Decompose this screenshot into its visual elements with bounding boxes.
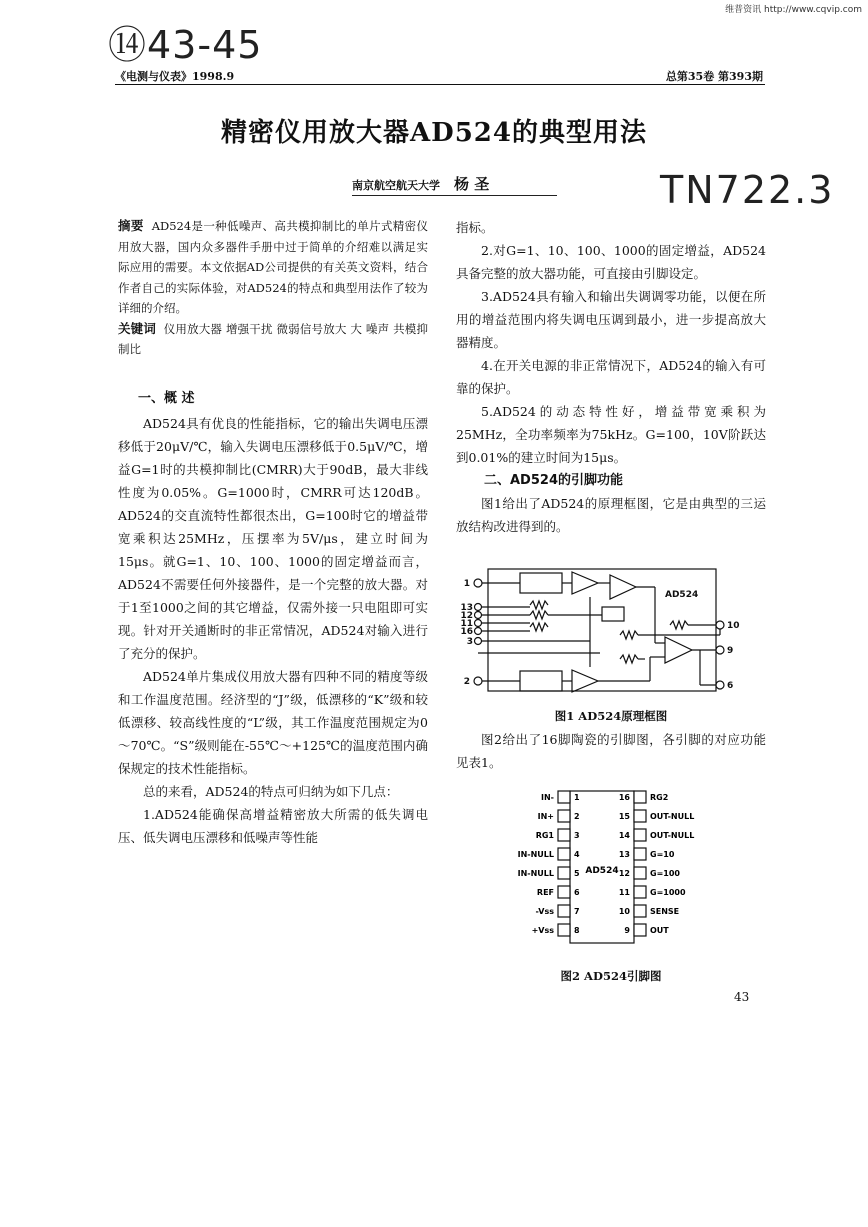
resistor	[620, 655, 638, 663]
pin-name: SENSE	[650, 907, 680, 916]
section-heading-2: 二、AD524的引脚功能	[484, 473, 623, 488]
journal-name: 《电测与仪表》1998.9	[115, 70, 235, 83]
pin-label: 3	[466, 637, 473, 647]
abstract-label: 摘要	[118, 218, 144, 233]
pin-box	[558, 924, 570, 936]
pin-name: OUT-NULL	[650, 812, 695, 821]
pin-11	[475, 620, 482, 627]
paragraph: AD524单片集成仪用放大器有四种不同的精度等级和工作温度范围。经济型的“J”级，低漂移的“K”级和较低漂移、较高线性度的“L”级，其工作温度范围规定为0～70℃。“S”级则能在-55℃～+125℃的温度范围内确保规定的技术性能指标。	[118, 668, 428, 776]
chip-label: AD524	[585, 866, 619, 876]
pin-12	[475, 612, 482, 619]
pin-number: 3	[574, 831, 580, 840]
figure-1-caption: 图1 AD524原理框图	[554, 709, 668, 723]
pin-number: 7	[574, 907, 580, 916]
author-underline	[352, 195, 557, 196]
page-number: 43	[734, 990, 750, 1004]
pin-name: G=1000	[650, 888, 686, 897]
pin-box	[634, 829, 646, 841]
pin-name: IN-NULL	[517, 850, 554, 859]
paper-title: 精密仪用放大器AD524的典型用法	[221, 118, 647, 148]
pin-6	[716, 681, 724, 689]
pin-box	[634, 905, 646, 917]
paragraph: 2.对G=1、10、100、1000的固定增益，AD524具备完整的放大器功能，可直接由引脚设定。	[456, 243, 766, 281]
pin-name: OUT-NULL	[650, 831, 695, 840]
pin-number: 14	[618, 831, 630, 840]
pin-label: 1	[463, 579, 470, 589]
header-rule	[115, 84, 765, 85]
pin-name: -Vss	[535, 907, 554, 916]
pin-label: 10	[727, 621, 740, 631]
author-affiliation: 南京航空航天大学	[352, 179, 440, 192]
pin-10	[716, 621, 724, 629]
watermark: 维普资讯 http://www.cqvip.com	[725, 5, 862, 15]
resistor	[530, 623, 548, 631]
pin-9	[716, 646, 724, 654]
pin-label: 9	[727, 646, 734, 656]
keywords	[118, 319, 428, 359]
paragraph: 5.AD524的动态特性好，增益带宽乘积为25MHz，全功率频率为75kHz。G=100，10V阶跃达到0.01%的建立时间为15μs。	[456, 404, 766, 465]
right-column-lower	[456, 728, 766, 774]
pin-box	[558, 810, 570, 822]
keywords-label: 关键词	[118, 320, 157, 336]
pin-16	[475, 628, 482, 635]
resistor	[530, 601, 548, 609]
opamp-a1	[572, 572, 598, 594]
paragraph: 总的来看，AD524的特点可归纳为如下几点：	[143, 783, 399, 799]
pin-box	[558, 905, 570, 917]
pin-number: 4	[574, 850, 580, 859]
pin-number: 11	[618, 888, 630, 897]
paragraph: 4.在开关电源的非正常情况下，AD524的输入有可靠的保护。	[456, 358, 766, 396]
pin-number: 2	[574, 812, 580, 821]
input-buffer-top	[520, 573, 562, 593]
abstract	[118, 216, 428, 319]
pin-box	[634, 848, 646, 860]
resistor	[620, 631, 638, 639]
pin-label: 6	[727, 681, 734, 691]
figure-2-caption: 图2 AD524引脚图	[560, 969, 662, 983]
pin-box	[634, 791, 646, 803]
pin-label: 12	[460, 611, 473, 621]
pin-name: RG2	[650, 793, 669, 802]
pin-name: RG1	[535, 831, 554, 840]
pin-name: IN-NULL	[517, 869, 554, 878]
pin-box	[558, 867, 570, 879]
opamp-output	[665, 637, 692, 663]
paragraph: AD524具有优良的性能指标，它的输出失调电压漂移低于20μV/℃，输入失调电压漂移低于0.5μV/℃，增益G=1时的共模抑制比(CMRR)大于90dB，最大非线性度为0.05%。G=1000时，CMRR可达120dB。AD524的交直流特性都很杰出，G=100时它的增益带宽乘积达25MHz，压摆率为5V/μs，建立时间为15μs。就G=1、10、100、1000的固定增益而言，AD524不需要任何外接器件，是一个完整的放大器。对于1至1000之间的其它增益，仅需外接一只电阻即可实现。针对开关通断时的非正常情况，AD524对输入进行了充分的保护。	[118, 415, 428, 661]
pin-name: G=100	[650, 869, 680, 878]
pin-box	[634, 810, 646, 822]
pin-label: 11	[460, 619, 473, 629]
pin-name: IN+	[537, 812, 554, 821]
pin-13	[475, 604, 482, 611]
pin-number: 12	[618, 869, 630, 878]
pin-box	[558, 848, 570, 860]
figure-2-pinout	[500, 785, 740, 950]
chip-label: AD524	[665, 590, 699, 600]
section-heading-1: 一、概 述	[138, 390, 195, 406]
resistor	[530, 611, 548, 619]
abstract-text: AD524是一种低噪声、高共模抑制比的单片式精密仪用放大器，国内众多器件手册中过于简单的介绍难以满足实际应用的需要。本文依据AD公司提供的有关英文资料，结合作者自己的实际体验，对AD524的特点和典型用法作了较为详细的介绍。	[118, 219, 428, 315]
pin-box	[634, 924, 646, 936]
pin-number: 5	[574, 869, 580, 878]
pin-number: 16	[618, 793, 630, 802]
pin-box	[634, 867, 646, 879]
left-column	[118, 216, 428, 849]
pin-number: 15	[618, 812, 630, 821]
pin-box	[634, 886, 646, 898]
opamp-a3	[610, 575, 636, 599]
handwritten-class-code: TN722.3	[660, 168, 835, 212]
opamp-a2	[572, 670, 598, 692]
pin-name: G=10	[650, 850, 675, 859]
pin-box	[558, 829, 570, 841]
paragraph: 3.AD524具有输入和输出失调调零功能，以便在所用的增益范围内将失调电压调到最小，进一步提高放大器精度。	[456, 289, 766, 350]
pin-name: REF	[536, 888, 554, 897]
author-block	[352, 173, 489, 194]
pin-number: 9	[624, 926, 630, 935]
pin-box	[558, 886, 570, 898]
paragraph: 图1给出了AD524的原理框图，它是由典型的三运放结构改进得到的。	[456, 496, 766, 534]
figure-1-block-diagram	[460, 567, 740, 697]
pin-3	[475, 638, 482, 645]
right-column	[456, 216, 766, 538]
pin-label: 2	[463, 677, 470, 687]
handwritten-ref-number: ⑭43-45	[108, 23, 263, 67]
author-name: 杨 圣	[454, 175, 490, 193]
pin-box	[558, 791, 570, 803]
issue-info: 总第35卷 第393期	[665, 70, 763, 83]
pin-2	[474, 677, 482, 685]
pin-number: 6	[574, 888, 580, 897]
pin-name: +Vss	[531, 926, 554, 935]
pin-label: 13	[460, 603, 473, 613]
pin-number: 1	[574, 793, 580, 802]
keywords-text: 仪用放大器 增强干扰 微弱信号放大 大 噪声 共模抑制比	[118, 321, 428, 356]
paragraph: 图2给出了16脚陶瓷的引脚图，各引脚的对应功能见表1。	[456, 732, 766, 770]
pin-number: 13	[618, 850, 630, 859]
pin-name: OUT	[650, 926, 669, 935]
paragraph: 指标。	[456, 220, 494, 235]
pin-number: 8	[574, 926, 580, 935]
gain-network	[602, 607, 624, 621]
resistor	[670, 621, 688, 629]
paragraph: 1.AD524能确保高增益精密放大所需的低失调电压、低失调电压漂移和低噪声等性能	[118, 806, 428, 845]
pin-1	[474, 579, 482, 587]
input-buffer-bottom	[520, 671, 562, 691]
pin-name: IN-	[541, 793, 554, 802]
pin-number: 10	[618, 907, 630, 916]
pin-label: 16	[460, 627, 473, 637]
